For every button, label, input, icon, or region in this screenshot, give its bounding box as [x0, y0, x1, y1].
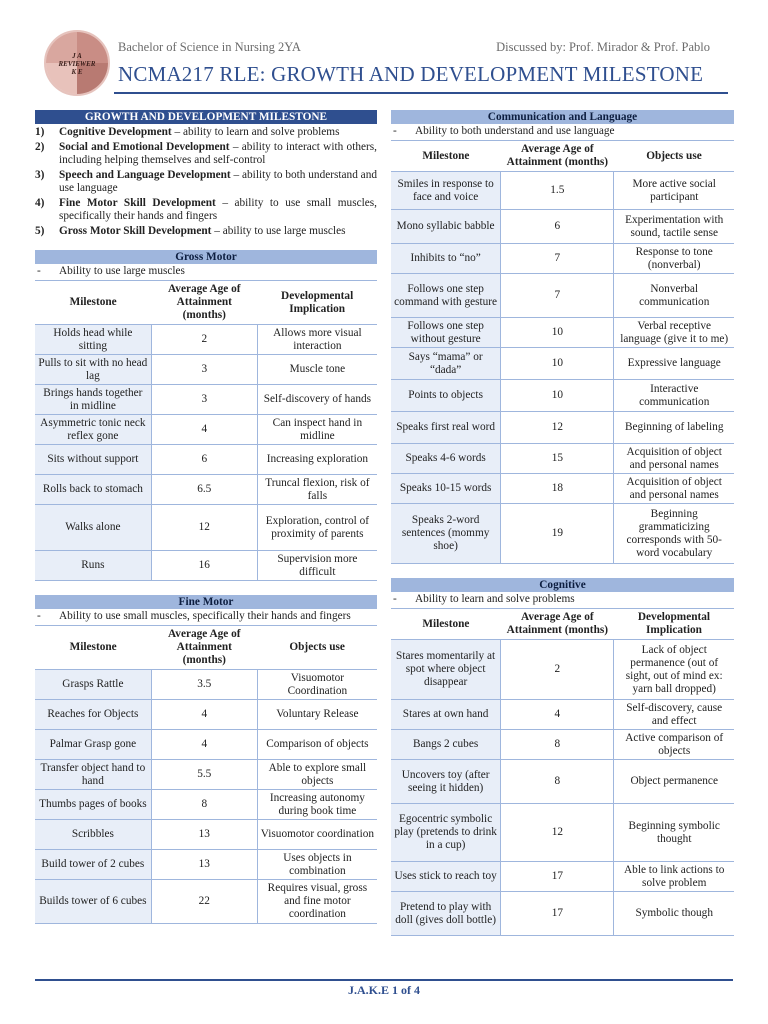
right-column: [391, 110, 734, 936]
milestone-cell: Walks alone: [35, 505, 151, 551]
milestone-cell: Rolls back to stomach: [35, 475, 151, 505]
development-type-term: Social and Emotional Development: [59, 141, 230, 153]
column-header: Average Age of Attainment (months): [151, 626, 257, 670]
column-header: Average Age of Attainment (months): [501, 141, 614, 172]
implication-cell: Experimentation with sound, tactile sense: [614, 210, 734, 244]
implication-cell: Exploration, control of proximity of parents: [257, 505, 377, 551]
milestone-cell: Speaks first real word: [391, 412, 501, 444]
table-row: [391, 730, 734, 760]
milestone-cell: Scribbles: [35, 820, 151, 850]
implication-cell: Acquisition of object and personal names: [614, 444, 734, 474]
age-cell: 10: [501, 348, 614, 380]
gross-motor-bullet-text: Ability to use large muscles: [59, 265, 185, 277]
table-row: [391, 172, 734, 210]
item-number: 2): [35, 141, 45, 153]
table-row: [35, 760, 377, 790]
development-type-desc: – ability to use small muscles, specifically their hands and fingers: [59, 197, 377, 222]
implication-cell: More active social participant: [614, 172, 734, 210]
development-type-term: Cognitive Development: [59, 126, 172, 138]
page-header: [0, 0, 768, 100]
age-cell: 1.5: [501, 172, 614, 210]
table-row: [35, 505, 377, 551]
milestone-cell: Pulls to sit with no head lag: [35, 355, 151, 385]
milestone-cell: Stares momentarily at spot where object disappear: [391, 640, 501, 700]
milestone-cell: Smiles in response to face and voice: [391, 172, 501, 210]
gross-motor-bullet: - Ability to use large muscles: [35, 265, 377, 278]
implication-cell: Supervision more difficult: [257, 551, 377, 581]
column-header: Average Age of Attainment (months): [151, 281, 257, 325]
milestone-cell: Palmar Grasp gone: [35, 730, 151, 760]
milestone-cell: Reaches for Objects: [35, 700, 151, 730]
milestone-cell: Thumbs pages of books: [35, 790, 151, 820]
age-cell: 5.5: [151, 760, 257, 790]
implication-cell: Acquisition of object and personal names: [614, 474, 734, 504]
cognitive-heading: Cognitive: [391, 578, 734, 592]
table-row: [35, 475, 377, 505]
implication-cell: Can inspect hand in midline: [257, 415, 377, 445]
development-type-desc: – ability to interact with others, including helping themselves and self-control: [59, 141, 377, 166]
table-row: [391, 804, 734, 862]
milestone-cell: Holds head while sitting: [35, 325, 151, 355]
gross-motor-heading: Gross Motor: [35, 250, 377, 264]
table-row: [391, 274, 734, 318]
table-row: [35, 355, 377, 385]
milestone-cell: Uncovers toy (after seeing it hidden): [391, 760, 501, 804]
implication-cell: Lack of object permanence (out of sight, out of mind ex: yarn ball dropped): [614, 640, 734, 700]
milestone-cell: Pretend to play with doll (gives doll bottle): [391, 892, 501, 936]
milestone-cell: Transfer object hand to hand: [35, 760, 151, 790]
implication-cell: Interactive communication: [614, 380, 734, 412]
table-row: [391, 244, 734, 274]
implication-cell: Nonverbal communication: [614, 274, 734, 318]
milestone-cell: Sits without support: [35, 445, 151, 475]
implication-cell: Requires visual, gross and fine motor coordination: [257, 880, 377, 924]
table-row: [35, 790, 377, 820]
column-header: Developmental Implication: [614, 609, 734, 640]
milestone-cell: Points to objects: [391, 380, 501, 412]
table-row: [391, 318, 734, 348]
table-row: [391, 640, 734, 700]
table-row: [391, 700, 734, 730]
table-row: [391, 348, 734, 380]
logo-text-2: REVIEWER: [58, 60, 96, 68]
table-row: [35, 385, 377, 415]
page-title: NCMA217 RLE: GROWTH AND DEVELOPMENT MILESTONE: [118, 62, 704, 86]
development-type-item: [35, 169, 377, 195]
development-type-item: [35, 225, 377, 238]
implication-cell: Beginning of labeling: [614, 412, 734, 444]
table-header-row: [35, 281, 377, 325]
milestone-cell: Builds tower of 6 cubes: [35, 880, 151, 924]
age-cell: 8: [151, 790, 257, 820]
table-row: [391, 210, 734, 244]
implication-cell: Increasing exploration: [257, 445, 377, 475]
development-type-term: Speech and Language Development: [59, 169, 231, 181]
column-header: Milestone: [391, 609, 501, 640]
implication-cell: Expressive language: [614, 348, 734, 380]
table-row: [35, 670, 377, 700]
implication-cell: Object permanence: [614, 760, 734, 804]
age-cell: 13: [151, 850, 257, 880]
item-number: 1): [35, 126, 45, 138]
table-row: [35, 325, 377, 355]
age-cell: 3: [151, 385, 257, 415]
age-cell: 8: [501, 730, 614, 760]
implication-cell: Verbal receptive language (give it to me): [614, 318, 734, 348]
age-cell: 3: [151, 355, 257, 385]
age-cell: 17: [501, 862, 614, 892]
table-row: [35, 700, 377, 730]
intro-heading: GROWTH AND DEVELOPMENT MILESTONE: [35, 110, 377, 124]
table-row: [391, 380, 734, 412]
implication-cell: Able to explore small objects: [257, 760, 377, 790]
milestone-cell: Runs: [35, 551, 151, 581]
table-row: [35, 820, 377, 850]
page-footer: J.A.K.E 1 of 4: [348, 983, 420, 997]
table-row: [35, 445, 377, 475]
cognitive-table: [391, 608, 734, 936]
implication-cell: Allows more visual interaction: [257, 325, 377, 355]
milestone-cell: Build tower of 2 cubes: [35, 850, 151, 880]
item-number: 4): [35, 197, 45, 209]
implication-cell: Active comparison of objects: [614, 730, 734, 760]
fine-motor-bullet: - Ability to use small muscles, specifically their hands and fingers: [35, 610, 377, 623]
implication-cell: Muscle tone: [257, 355, 377, 385]
fine-motor-heading: Fine Motor: [35, 595, 377, 609]
table-row: [391, 444, 734, 474]
communication-bullet: - Ability to both understand and use language: [391, 125, 734, 138]
gross-motor-table: [35, 280, 377, 581]
communication-bullet-text: Ability to both understand and use language: [415, 125, 615, 137]
fine-motor-table: [35, 625, 377, 924]
age-cell: 10: [501, 318, 614, 348]
implication-cell: Beginning symbolic thought: [614, 804, 734, 862]
left-column: [35, 110, 377, 924]
milestone-cell: Speaks 10-15 words: [391, 474, 501, 504]
milestone-cell: Follows one step without gesture: [391, 318, 501, 348]
item-number: 3): [35, 169, 45, 181]
table-row: [35, 880, 377, 924]
development-type-item: [35, 126, 377, 139]
table-row: [35, 730, 377, 760]
age-cell: 22: [151, 880, 257, 924]
implication-cell: Truncal flexion, risk of falls: [257, 475, 377, 505]
implication-cell: Beginning grammaticizing corresponds with 50-word vocabulary: [614, 504, 734, 564]
milestone-cell: Uses stick to reach toy: [391, 862, 501, 892]
column-header: Milestone: [391, 141, 501, 172]
milestone-cell: Speaks 2-word sentences (mommy shoe): [391, 504, 501, 564]
age-cell: 6: [501, 210, 614, 244]
column-header: Milestone: [35, 626, 151, 670]
age-cell: 7: [501, 244, 614, 274]
table-row: [35, 415, 377, 445]
age-cell: 3.5: [151, 670, 257, 700]
milestone-cell: Inhibits to “no”: [391, 244, 501, 274]
column-header: Objects use: [614, 141, 734, 172]
development-types-list: [35, 126, 377, 238]
table-row: [391, 474, 734, 504]
milestone-cell: Brings hands together in midline: [35, 385, 151, 415]
column-header: Average Age of Attainment (months): [501, 609, 614, 640]
implication-cell: Symbolic though: [614, 892, 734, 936]
table-row: [391, 412, 734, 444]
age-cell: 12: [501, 412, 614, 444]
development-type-term: Fine Motor Skill Development: [59, 197, 216, 209]
age-cell: 8: [501, 760, 614, 804]
milestone-cell: Mono syllabic babble: [391, 210, 501, 244]
implication-cell: Visuomotor Coordination: [257, 670, 377, 700]
communication-table: [391, 140, 734, 564]
table-row: [391, 504, 734, 564]
implication-cell: Able to link actions to solve problem: [614, 862, 734, 892]
development-type-desc: – ability to use large muscles: [211, 225, 346, 237]
reviewer-logo: [44, 30, 110, 96]
column-header: Developmental Implication: [257, 281, 377, 325]
cognitive-bullet: - Ability to learn and solve problems: [391, 593, 734, 606]
milestone-cell: Asymmetric tonic neck reflex gone: [35, 415, 151, 445]
logo-text-3: K E: [71, 68, 83, 76]
item-number: 5): [35, 225, 45, 237]
age-cell: 2: [151, 325, 257, 355]
column-header: Objects use: [257, 626, 377, 670]
milestone-cell: Bangs 2 cubes: [391, 730, 501, 760]
age-cell: 4: [151, 700, 257, 730]
development-type-desc: – ability to learn and solve problems: [171, 126, 340, 138]
age-cell: 4: [151, 415, 257, 445]
milestone-cell: Stares at own hand: [391, 700, 501, 730]
fine-motor-bullet-text: Ability to use small muscles, specifically their hands and fingers: [59, 610, 351, 622]
table-header-row: [391, 609, 734, 640]
age-cell: 6: [151, 445, 257, 475]
age-cell: 18: [501, 474, 614, 504]
milestone-cell: Grasps Rattle: [35, 670, 151, 700]
milestone-cell: Follows one step command with gesture: [391, 274, 501, 318]
age-cell: 16: [151, 551, 257, 581]
logo-text-1: J A: [72, 52, 82, 60]
age-cell: 4: [151, 730, 257, 760]
development-type-item: [35, 197, 377, 223]
implication-cell: Response to tone (nonverbal): [614, 244, 734, 274]
age-cell: 10: [501, 380, 614, 412]
table-row: [391, 760, 734, 804]
age-cell: 17: [501, 892, 614, 936]
development-type-term: Gross Motor Skill Development: [59, 225, 212, 237]
column-header: Milestone: [35, 281, 151, 325]
table-header-row: [35, 626, 377, 670]
age-cell: 4: [501, 700, 614, 730]
discussed-by-label: Discussed by: Prof. Mirador & Prof. Pablo: [496, 40, 710, 54]
development-type-item: [35, 141, 377, 167]
development-type-desc: – ability to both understand and use language: [59, 169, 377, 194]
table-row: [35, 850, 377, 880]
age-cell: 13: [151, 820, 257, 850]
implication-cell: Self-discovery of hands: [257, 385, 377, 415]
header-divider: [114, 92, 728, 94]
age-cell: 12: [501, 804, 614, 862]
table-row: [391, 862, 734, 892]
age-cell: 6.5: [151, 475, 257, 505]
age-cell: 15: [501, 444, 614, 474]
implication-cell: Voluntary Release: [257, 700, 377, 730]
milestone-cell: Egocentric symbolic play (pretends to drink in a cup): [391, 804, 501, 862]
communication-heading: Communication and Language: [391, 110, 734, 124]
program-label: Bachelor of Science in Nursing 2YA: [118, 40, 301, 54]
milestone-cell: Says “mama” or “dada”: [391, 348, 501, 380]
footer-divider: [35, 979, 733, 981]
age-cell: 7: [501, 274, 614, 318]
cognitive-bullet-text: Ability to learn and solve problems: [415, 593, 575, 605]
implication-cell: Self-discovery, cause and effect: [614, 700, 734, 730]
age-cell: 12: [151, 505, 257, 551]
table-header-row: [391, 141, 734, 172]
implication-cell: Visuomotor coordination: [257, 820, 377, 850]
implication-cell: Increasing autonomy during book time: [257, 790, 377, 820]
implication-cell: Comparison of objects: [257, 730, 377, 760]
table-row: [35, 551, 377, 581]
table-row: [391, 892, 734, 936]
age-cell: 2: [501, 640, 614, 700]
implication-cell: Uses objects in combination: [257, 850, 377, 880]
milestone-cell: Speaks 4-6 words: [391, 444, 501, 474]
age-cell: 19: [501, 504, 614, 564]
